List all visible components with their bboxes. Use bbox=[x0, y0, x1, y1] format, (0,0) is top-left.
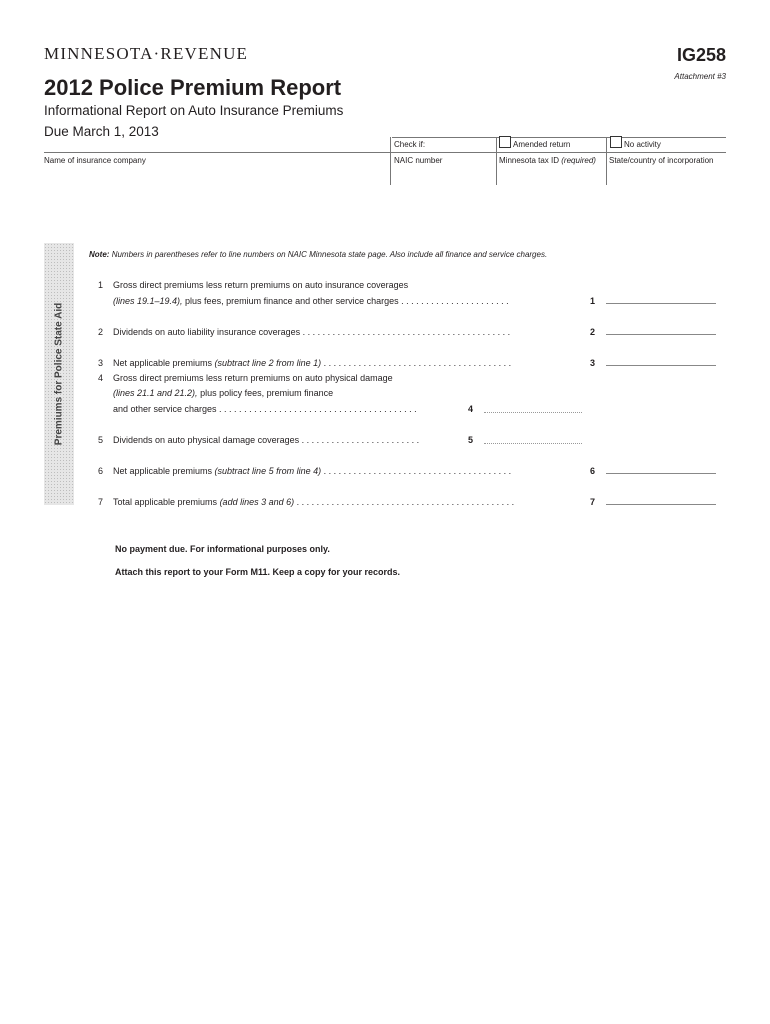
line-3-amount-field[interactable] bbox=[606, 365, 716, 366]
agency-name: MINNESOTA·REVENUE bbox=[44, 44, 249, 63]
line-3-desc: Net applicable premiums bbox=[113, 358, 215, 368]
line-7-amount-field[interactable] bbox=[606, 504, 716, 505]
line-7-desc: Total applicable premiums bbox=[113, 497, 220, 507]
line-6-dots: . . . . . . . . . . . . . . . . . . . . . . . . . . . . . . . . . . . . . . bbox=[321, 466, 512, 476]
line-7-ref: (add lines 3 and 6) bbox=[219, 497, 295, 507]
amended-return-checkbox[interactable] bbox=[499, 136, 511, 148]
line-1-amount-field[interactable] bbox=[606, 303, 716, 304]
naic-number-label: NAIC number bbox=[394, 156, 443, 165]
due-date: Due March 1, 2013 bbox=[44, 124, 159, 139]
section-sidebar bbox=[44, 243, 74, 505]
line-1-box-label: 1 bbox=[590, 296, 596, 306]
note-text bbox=[89, 250, 547, 259]
line-2-amount-field[interactable] bbox=[606, 334, 716, 335]
page-subtitle: Informational Report on Auto Insurance Premiums bbox=[44, 103, 344, 118]
line-5-number: 5 bbox=[98, 435, 104, 445]
company-name-label: Name of insurance company bbox=[44, 156, 146, 165]
naic-number-field[interactable] bbox=[392, 166, 494, 184]
line-4-box-label: 4 bbox=[468, 404, 474, 414]
line-5-box-label: 5 bbox=[468, 435, 474, 445]
no-activity-label: No activity bbox=[624, 140, 661, 149]
line-5-text: Dividends on auto physical damage coverages . . . . . . . . . . . . . . . . . . . . . . . . bbox=[113, 435, 420, 445]
check-if-label: Check if: bbox=[394, 140, 426, 149]
grid-line-middle bbox=[44, 152, 726, 153]
line-4-text-a: Gross direct premiums less return premiums on auto physical damage bbox=[113, 373, 393, 383]
line-1-text-b bbox=[113, 296, 509, 307]
line-3-ref: (subtract line 2 from line 1) bbox=[214, 358, 322, 368]
line-4-amount-field[interactable] bbox=[484, 412, 582, 413]
grid-vline-2 bbox=[496, 137, 497, 185]
line-3-box-label: 3 bbox=[590, 358, 596, 368]
line-1-rest: plus fees, premium finance and other service charges . . . . . . . . . . . . . . . . . . . . . . bbox=[182, 296, 509, 306]
line-6-desc: Net applicable premiums bbox=[113, 466, 215, 476]
line-2-text: Dividends on auto liability insurance coverages . . . . . . . . . . . . . . . . . . . . . . . . . . . . . . . . . . . . . . . . . . bbox=[113, 327, 511, 337]
line-4-number: 4 bbox=[98, 373, 104, 383]
line-6-amount-field[interactable] bbox=[606, 473, 716, 474]
attach-note: Attach this report to your Form M11. Keep a copy for your records. bbox=[115, 567, 401, 577]
line-2-number: 2 bbox=[98, 327, 104, 337]
note-label: Note: bbox=[89, 250, 110, 259]
state-country-field[interactable] bbox=[608, 166, 726, 184]
line-7-text bbox=[113, 497, 514, 508]
line-4-rest: plus policy fees, premium finance bbox=[197, 388, 334, 398]
line-1-ref: (lines 19.1–19.4), bbox=[113, 296, 183, 306]
line-3-number: 3 bbox=[98, 358, 104, 368]
line-5-amount-field[interactable] bbox=[484, 443, 582, 444]
form-id: IG258 bbox=[676, 45, 726, 65]
line-6-text bbox=[113, 466, 511, 477]
mn-tax-id-required: (required) bbox=[561, 156, 596, 165]
grid-line-top bbox=[392, 137, 726, 138]
line-4-ref: (lines 21.1 and 21.2), bbox=[113, 388, 198, 398]
line-3-text bbox=[113, 358, 511, 369]
no-payment-note: No payment due. For informational purposes only. bbox=[115, 544, 330, 554]
grid-vline-1 bbox=[390, 137, 391, 185]
line-4-text-c: and other service charges . . . . . . . . . . . . . . . . . . . . . . . . . . . . . . . . . . . . . . . . bbox=[113, 404, 417, 414]
mn-tax-id-field[interactable] bbox=[498, 166, 604, 184]
grid-vline-3 bbox=[606, 137, 607, 185]
attachment-number: Attachment #3 bbox=[674, 72, 726, 81]
mn-tax-id-text: Minnesota tax ID bbox=[499, 156, 560, 165]
no-activity-checkbox[interactable] bbox=[610, 136, 622, 148]
line-7-number: 7 bbox=[98, 497, 104, 507]
line-6-number: 6 bbox=[98, 466, 104, 476]
line-1-text-a: Gross direct premiums less return premiums on auto insurance coverages bbox=[113, 280, 409, 290]
line-6-ref: (subtract line 5 from line 4) bbox=[214, 466, 322, 476]
line-2-box-label: 2 bbox=[590, 327, 596, 337]
line-1-number: 1 bbox=[98, 280, 104, 290]
line-7-box-label: 7 bbox=[590, 497, 596, 507]
page-title: 2012 Police Premium Report bbox=[44, 75, 342, 100]
state-country-label: State/country of incorporation bbox=[609, 156, 714, 165]
line-7-dots: . . . . . . . . . . . . . . . . . . . . . . . . . . . . . . . . . . . . . . . . . . . . bbox=[294, 497, 515, 507]
amended-return-label: Amended return bbox=[513, 140, 571, 149]
line-4-text-b bbox=[113, 388, 333, 399]
line-6-box-label: 6 bbox=[590, 466, 596, 476]
mn-tax-id-label bbox=[499, 156, 596, 165]
note-body: Numbers in parentheses refer to line numbers on NAIC Minnesota state page. Also include all finance and service charges. bbox=[111, 250, 548, 259]
company-name-field[interactable] bbox=[44, 166, 388, 184]
line-3-dots: . . . . . . . . . . . . . . . . . . . . . . . . . . . . . . . . . . . . . . bbox=[321, 358, 512, 368]
sidebar-label: Premiums for Police State Aid bbox=[53, 302, 65, 446]
